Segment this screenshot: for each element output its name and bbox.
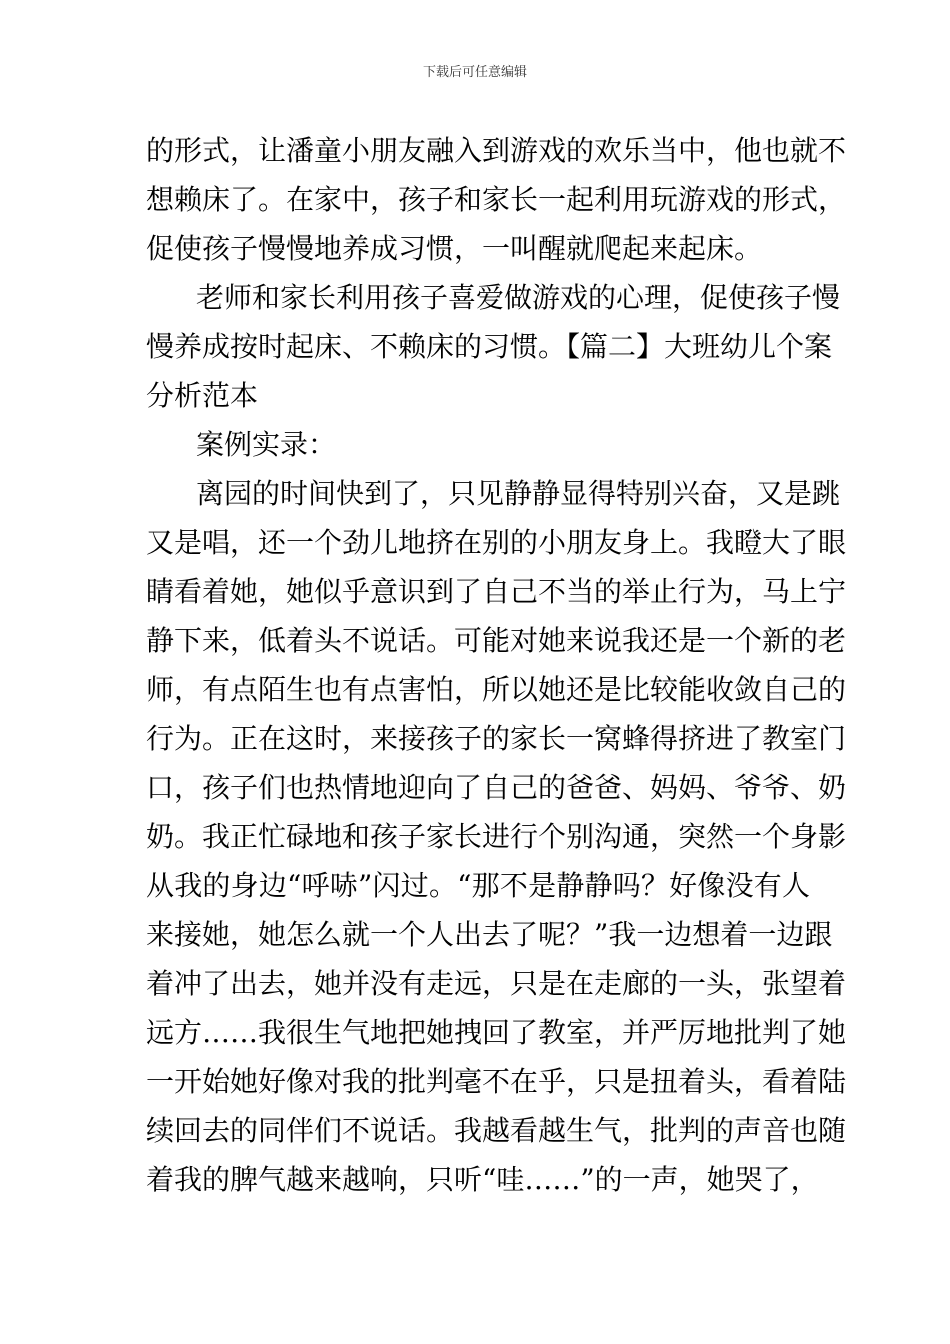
text-line: 的形式，让潘童小朋友融入到游戏的欢乐当中，他也就不 bbox=[146, 134, 847, 167]
document-body bbox=[146, 126, 847, 1204]
text-line: 分析范本 bbox=[146, 379, 259, 412]
text-line: 师，有点陌生也有点害怕，所以她还是比较能收敛自己的 bbox=[146, 673, 847, 706]
text-line: 想赖床了。在家中，孩子和家长一起利用玩游戏的形式， bbox=[146, 183, 847, 216]
text-line: 睛看着她，她似乎意识到了自己不当的举止行为，马上宁 bbox=[146, 575, 847, 608]
text-line: 离园的时间快到了，只见静静显得特别兴奋，又是跳 bbox=[196, 477, 841, 510]
text-line: 从我的身边“呼哧”闪过。“那不是静静吗？好像没有人 bbox=[146, 869, 810, 902]
page-header: 下载后可任意编辑 bbox=[422, 65, 527, 80]
text-line: 奶。我正忙碌地和孩子家长进行个别沟通，突然一个身影 bbox=[146, 820, 847, 853]
text-line: 促使孩子慢慢地养成习惯，一叫醒就爬起来起床。 bbox=[146, 232, 763, 265]
text-line: 慢养成按时起床、不赖床的习惯。【篇二】大班幼儿个案 bbox=[146, 330, 833, 363]
text-line: 着冲了出去，她并没有走远，只是在走廊的一头，张望着 bbox=[146, 967, 847, 1000]
text-line: 又是唱，还一个劲儿地挤在别的小朋友身上。我瞪大了眼 bbox=[146, 526, 847, 559]
text-line: 静下来，低着头不说话。可能对她来说我还是一个新的老 bbox=[146, 624, 847, 657]
text-line: 案例实录： bbox=[196, 428, 337, 461]
text-line: 行为。正在这时，来接孩子的家长一窝蜂得挤进了教室门 bbox=[146, 722, 847, 755]
text-line: 远方……我很生气地把她拽回了教室，并严厉地批判了她 bbox=[146, 1016, 847, 1049]
text-line: 着我的脾气越来越响，只听“哇……”的一声，她哭了， bbox=[146, 1163, 819, 1196]
text-line: 来接她，她怎么就一个人出去了呢？”我一边想着一边跟 bbox=[146, 918, 833, 951]
text-line: 续回去的同伴们不说话。我越看越生气，批判的声音也随 bbox=[146, 1114, 847, 1147]
text-line: 口，孩子们也热情地迎向了自己的爸爸、妈妈、爷爷、奶 bbox=[146, 771, 847, 804]
text-line: 老师和家长利用孩子喜爱做游戏的心理，促使孩子慢 bbox=[196, 281, 841, 314]
text-line: 一开始她好像对我的批判毫不在乎，只是扭着头，看着陆 bbox=[146, 1065, 847, 1098]
